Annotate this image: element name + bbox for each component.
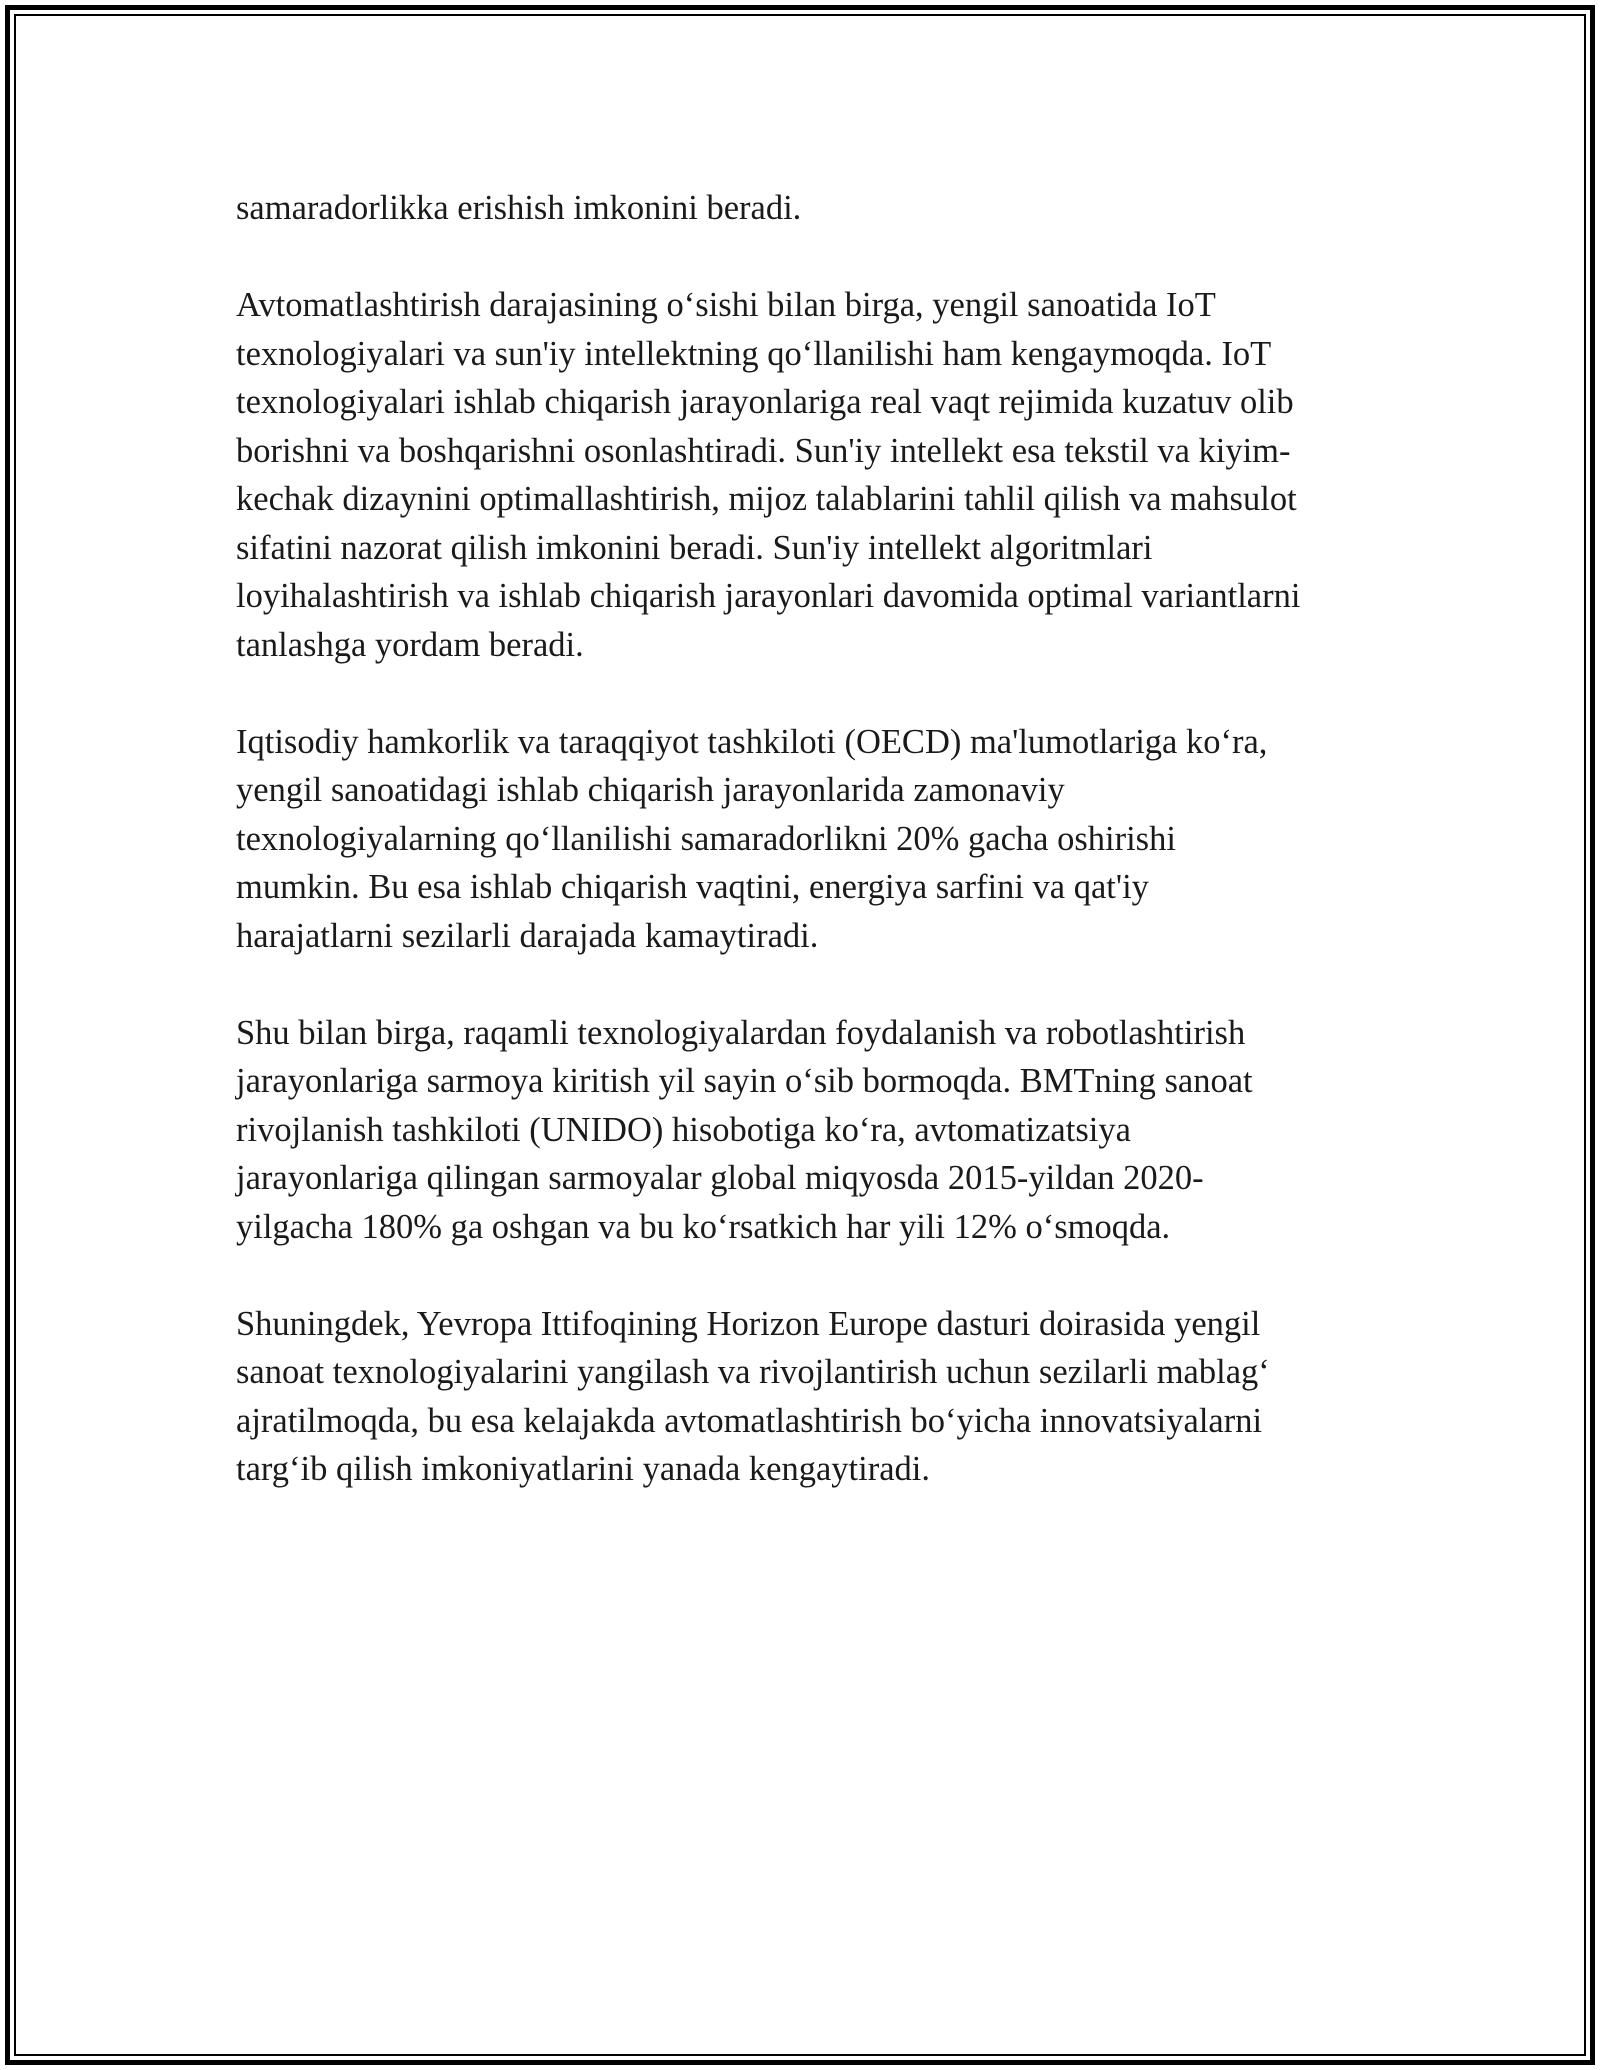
text-line: jarayonlariga sarmoya kiritish yil sayin o‘sib bormoqda. BMTning sanoat — [236, 1062, 1253, 1100]
text-line: sifatini nazorat qilish imkonini beradi. Sun'iy intellekt algoritmlari — [236, 528, 1153, 567]
text-line: texnologiyalarning qo‘llanilishi samaradorlikni 20% gacha oshirishi — [236, 819, 1176, 858]
paragraph-2 — [236, 281, 1376, 669]
text-line: borishni va boshqarishni osonlashtiradi. Sun'iy intellekt esa tekstil va kiyim- — [236, 431, 1291, 470]
paragraph-3 — [236, 718, 1376, 961]
text-line: targ‘ib qilish imkoniyatlarini yanada kengaytiradi. — [236, 1450, 930, 1488]
text-line: kechak dizaynini optimallashtirish, mijoz talablarini tahlil qilish va mahsulot — [236, 480, 1297, 518]
paragraph-5 — [236, 1300, 1376, 1494]
text-line: jarayonlariga qilingan sarmoyalar global miqyosda 2015-yildan 2020- — [236, 1159, 1204, 1197]
text-line: Avtomatlashtirish darajasining o‘sishi bilan birga, yengil sanoatida IoT — [236, 286, 1216, 324]
text-line: mumkin. Bu esa ishlab chiqarish vaqtini, energiya sarfini va qat'iy — [236, 868, 1149, 906]
paragraph-1 — [236, 184, 1376, 233]
text-line: Shuningdek, Yevropa Ittifoqining Horizon Europe dasturi doirasida yengil — [236, 1304, 1261, 1343]
document-body — [236, 184, 1376, 1542]
text-line: samaradorlikka erishish imkonini beradi. — [236, 189, 802, 227]
text-line: texnologiyalari ishlab chiqarish jarayonlariga real vaqt rejimida kuzatuv olib — [236, 383, 1294, 421]
text-line: loyihalashtirish va ishlab chiqarish jarayonlari davomida optimal variantlarni — [236, 577, 1301, 615]
text-line: yilgacha 180% ga oshgan va bu ko‘rsatkich har yili 12% o‘smoqda. — [236, 1207, 1171, 1246]
paragraph-4 — [236, 1009, 1376, 1252]
text-line: harajatlarni sezilarli darajada kamaytiradi. — [236, 916, 819, 955]
text-line: yengil sanoatidagi ishlab chiqarish jarayonlarida zamonaviy — [236, 771, 1065, 809]
text-line: Iqtisodiy hamkorlik va taraqqiyot tashkiloti (OECD) ma'lumotlariga ko‘ra, — [236, 722, 1268, 761]
text-line: tanlashga yordam beradi. — [236, 625, 584, 664]
text-line: rivojlanish tashkiloti (UNIDO) hisobotiga ko‘ra, avtomatizatsiya — [236, 1110, 1131, 1149]
text-line: texnologiyalari va sun'iy intellektning qo‘llanilishi ham kengaymoqda. IoT — [236, 334, 1272, 373]
text-line: Shu bilan birga, raqamli texnologiyalardan foydalanish va robotlashtirish — [236, 1013, 1246, 1052]
text-line: ajratilmoqda, bu esa kelajakda avtomatlashtirish bo‘yicha innovatsiyalarni — [236, 1401, 1263, 1440]
text-line: sanoat texnologiyalarini yangilash va rivojlantirish uchun sezilarli mablag‘ — [236, 1353, 1270, 1391]
